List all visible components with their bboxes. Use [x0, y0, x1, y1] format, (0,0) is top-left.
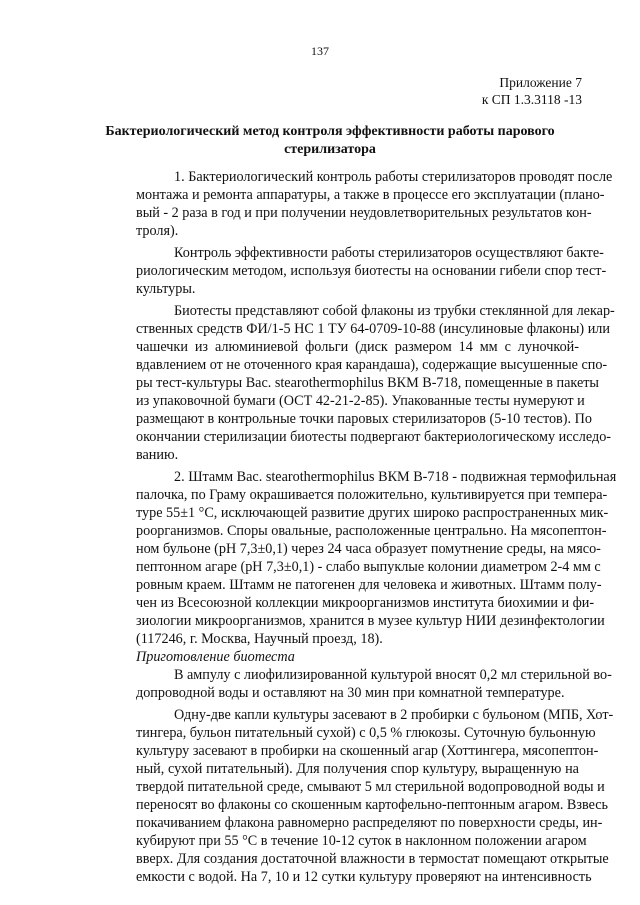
paragraph-line: чен из Всесоюзной коллекции микроорганизмов института биохимии и фи-: [136, 595, 595, 611]
paragraph-line: (117246, г. Москва, Научный проезд, 18).: [136, 631, 383, 647]
paragraph-line: вверх. Для создания достаточной влажности в термостат помещают открытые: [136, 851, 609, 867]
paragraph-line: ственных средств ФИ/1-5 НС 1 ТУ 64-0709-10-88 (инсулиновые флаконы) или: [136, 321, 610, 337]
page-number: 137: [311, 44, 329, 58]
document-title: [80, 123, 580, 159]
paragraph-line: туре 55±1 °С, исключающей развитие других широко распространенных мик-: [136, 505, 609, 521]
paragraph-line: емкости с водой. На 7, 10 и 12 сутки культуру проверяют на интенсивность: [136, 869, 592, 885]
paragraph-line: культуру засевают в пробирки на скошенный агар (Хоттингера, мясопептон-: [136, 743, 599, 759]
title-line-2: стерилизатора: [284, 142, 376, 157]
paragraph-line: чашечки из алюминиевой фольги (диск размером 14 мм с луночкой-: [136, 339, 579, 355]
paragraph-line: палочка, по Граму окрашивается положительно, культивируется при темпера-: [136, 487, 608, 503]
paragraph-line: ровным краем. Штамм не патогенен для человека и животных. Штамм полу-: [136, 577, 602, 593]
subheading-biotest: Приготовление биотеста: [136, 649, 295, 665]
paragraph-line: риологическим методом, используя биотесты на основании гибели спор тест-: [136, 263, 607, 279]
paragraph-line: допроводной воды и оставляют на 30 мин при комнатной температуре.: [136, 685, 565, 701]
document-body: [98, 168, 617, 886]
paragraph-line: вый - 2 раза в год и при получении неудовлетворительных результатов кон-: [136, 205, 592, 221]
paragraph-line: троля).: [136, 223, 179, 239]
paragraph-2: [98, 244, 607, 298]
paragraph-line: зиологии микроорганизмов, хранится в музее культур НИИ дезинфектологии: [136, 613, 605, 629]
paragraph-line: ном бульоне (pH 7,3±0,1) через 24 часа образует помутнение среды, на мясо-: [136, 541, 601, 557]
paragraph-line: твердой питательной среде, смывают 5 мл стерильной водопроводной воды и: [136, 779, 605, 795]
paragraph-3: [98, 302, 615, 464]
title-line-1: Бактериологический метод контроля эффективности работы парового: [105, 124, 555, 139]
paragraph-line: ванию.: [136, 447, 179, 463]
paragraph-4: [98, 468, 617, 648]
paragraph-line: Биотесты представляют собой флаконы из трубки стеклянной для лекар-: [174, 303, 615, 319]
paragraph-line: Одну-две капли культуры засевают в 2 пробирки с бульоном (МПБ, Хот-: [174, 707, 614, 723]
paragraph-5: [98, 666, 612, 702]
appendix-line-1: Приложение 7: [499, 75, 582, 90]
paragraph-line: из упаковочной бумаги (ОСТ 42-21-2-85). Упакованные тесты нумеруют и: [136, 393, 585, 409]
paragraph-line: размещают в контрольные точки паровых стерилизаторов (5-10 тестов). По: [136, 411, 592, 427]
paragraph-line: Контроль эффективности работы стерилизаторов осуществляют бакте-: [174, 245, 604, 261]
paragraph-line: ный, сухой питательный). Для получения спор культуру, выращенную на: [136, 761, 579, 777]
paragraph-line: культуры.: [136, 281, 196, 297]
paragraph-line: 2. Штамм Bac. stearothermophilus ВКМ В-718 - подвижная термофильная: [174, 469, 617, 485]
paragraph-line: роорганизмов. Споры овальные, расположенные центрально. На мясопептон-: [136, 523, 607, 539]
paragraph-line: переносят во флаконы со скошенным картофельно-пептонным агаром. Взвесь: [136, 797, 609, 813]
paragraph-line: 1. Бактериологический контроль работы стерилизаторов проводят после: [174, 169, 613, 185]
appendix-reference: [482, 74, 582, 108]
paragraph-line: ры тест-культуры Bac. stearothermophilus ВКМ В-718, помещенные в пакеты: [136, 375, 599, 391]
paragraph-line: монтажа и ремонта аппаратуры, а также в процессе его эксплуатации (плано-: [136, 187, 605, 203]
paragraph-line: вдавлением от не оточенного края карандаша), содержащие высушенные спо-: [136, 357, 608, 373]
paragraph-line: В ампулу с лиофилизированной культурой вносят 0,2 мл стерильной во-: [174, 667, 612, 683]
appendix-line-2: к СП 1.3.3118 -13: [481, 92, 582, 107]
paragraph-line: пептонном агаре (pH 7,3±0,1) - слабо выпуклые колонии диаметром 2-4 мм с: [136, 559, 601, 575]
paragraph-line: покачиванием флакона равномерно распределяют по поверхности среды, ин-: [136, 815, 603, 831]
paragraph-line: кубируют при 55 °С в течение 10-12 суток в наклонном положении агаром: [136, 833, 587, 849]
paragraph-6: [98, 706, 614, 886]
paragraph-1: [98, 168, 613, 240]
paragraph-line: тингера, бульон питательный сухой) с 0,5 % глюкозы. Суточную бульонную: [136, 725, 596, 741]
paragraph-line: окончании стерилизации биотесты подвергают бактериологическому исследо-: [136, 429, 612, 445]
